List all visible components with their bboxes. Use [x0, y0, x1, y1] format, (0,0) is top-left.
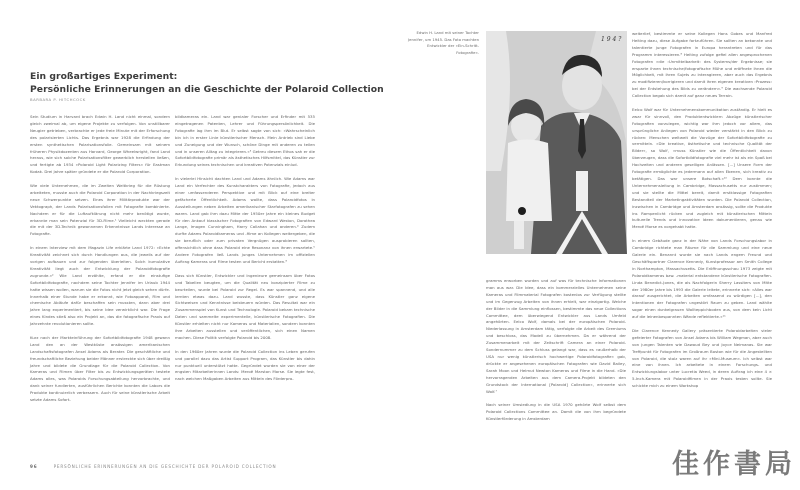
paragraph: Die Clarence Kennedy Gallery präsentierte Polaroidarbeiten vieler gefeierter Fotografen von Ansel Adams bis William Wegman, aber auch von jungen Talenten wie Dawoud Bey und Joyce Neimanas. Sie war Treffpunkt für Fotografen im Großraum Boston wie für die Angestellten von Polaroid, die stolz waren auf ihr »Mini-Museum«. Ich selbst war eine von ihnen. Ich arbeitete in einem Forschungs- und Entwicklungslabor unter Lucretia Weed, in deren Auftrag ich eine 4 × 5-Inch-Kamera mit Polaroidfilmen in der Praxis testen sollte. Sie schickte mich zu einem Workshop — [632, 327, 772, 389]
author-byline: BARBARA P. HITCHCOCK — [30, 97, 86, 102]
title-line-1: Ein großartiges Experiment: — [30, 71, 178, 82]
paragraph: Nach seiner Umsiedlung in die USA 1970 gehörte Wolf selbst dem Polaroid Collections Committee an. Damit die von ihm begründete Künstlerförderung in Amsterdam — [486, 402, 626, 422]
text-column-3 — [486, 278, 626, 430]
page-number: 96 — [30, 464, 38, 469]
paragraph: In einem Gebäude ganz in der Nähe von Lands Forschungslabor in Cambridge richtete man Räume für die Sammlung und eine neue Galerie ein. Benannt wurde sie nach Lands engem Freund und Geschäftspartner Clarence Kennedy, Kunstprofessor am Smith College in Northampton, Massachusetts. Die Eröffnungsschau 1973 zeigte mit Polaroidkameras bzw. -material entstandene künstlerische Fotografien. Linda Benedict-Jones, die als Nachfolgerin Sherry Lassiters von Mitte der 1980er Jahre bis 1993 die Galerie leitete, erinnerte sich: »Alles war darauf ausgerichtet, die Arbeiten umfassend zu würdigen […], den Intentionen der Fotografen ungestört Raum zu geben. Land wählte sogar einen dunkelgrauen Wollteppichboden aus, von dem kein Licht auf die leinenbespannten Wände reflektierte.«¹¹ — [632, 238, 772, 320]
text-column-1 — [30, 114, 170, 411]
photo-image — [486, 31, 627, 254]
paragraph: bildkameras ein. Land war genialer Forscher und Erfinder mit 535 eingetragenen Patenten, Lehrer und Führungspersönlichkeit. Die Fotografie lag ihm im Blut. Er selbst sagte von sich: »Wahrscheinlich bin ich in erster Linie künstlerischer Mensch. Mein Antrieb sind Liebe und Zuneigung und der Wunsch, schöne Dinge mit anderen zu teilen und in unseren Alltag zu integrieren.«³ Getreu diesem Ethos sah er die Sofortbildfotografie primär als ästhetisches Hilfsmittel, das Künstler zur Erkundung seines technischen und kreativen Potenzials einlud. — [175, 114, 315, 168]
photo-caption: Edwin H. Land mit seiner Tochter Jennifer, um 1945. Das Foto machten Entwickler der »Ein-Schritt-Fotografie«. — [408, 30, 479, 55]
paragraph: Dass sich Künstler, Entwickler und Ingenieure gemeinsam über Fotos und Tabellen beugten, um die Qualität neu konzipierter Filme zu beurteilen, wurde bei Polaroid zur Regel. Es war spannend, und alle lernten etwas dazu. Land wusste, dass Künstler ganz eigene Sichtweisen und Kenntnisse beisteuern würden. Das Resultat war ein Zusammenspiel von Kunst und Technologie. Polaroid bekam technische Daten und sammelte experimentelle, künstlerische Fotografien. Die Künstler erhielten nicht nur Kameras und Materialien, sondern konnten ihre Arbeiten ausstellen und veröffentlichen, sich einen Namen machen. Diese Politik verfolgte Polaroid bis 2008. — [175, 272, 315, 340]
svg-text:1 9 4 ?: 1 9 4 ? — [601, 36, 622, 43]
paragraph: Kurz nach der Markteinführung der Sofortbildfotografie 1948 gewann Land den an der Westküste ansässigen amerikanischen Landschaftsfotografen Ansel Adams als Berater. Die geschäftliche und freundschaftliche Beziehung beider Männer erstreckte sich über dreißig Jahre und bildete die Grundlage für die Polaroid Collection. Von Kameras und Filmen über Filter bis zu Entwicklungsgeräten testete Adams alles, was Polaroids Forschungsabteilung hervorbrachte, und dank seiner fundierten, ausführlichen Berichte konnten die Labors die Produkte kontinuierlich verbessern. Auch für seine künstlerische Arbeit setzte Adams Sofort- — [30, 334, 170, 403]
paragraph: Sein Studium in Harvard brach Edwin H. Land nicht einmal, sondern gleich zweimal ab, um eigene Projekte zu verfolgen. Von unstillbarer Neugier getrieben, verbrachte er jede freie Minute mit der Erforschung des polarisierten Lichts. Das Ergebnis war 1928 die Erfindung der ersten synthetischen Polarisationsfolie. Gemeinsam mit seinem früheren Physikdozenten aus Harvard, George Wheelwright, fand Land heraus, wie sich solche Polarisationsfilter gewerblich herstellen ließen, und fertigte ab 1934 »Polaroid Light Polarizing Filters« für Eastman Kodak. Drei Jahre später gründete er die Polaroid Corporation. — [30, 114, 170, 175]
paragraph: In vielerlei Hinsicht dachten Land und Adams ähnlich. Wie Adams war Land ein Verfechter des Kunstcharakters von Fotografie, jedoch aus einer umfassenderen Perspektive und mit Blick auf eine breiter gefächerte Öffentlichkeit. Adams wollte, dass Polaroidfotos in Ausstellungen neben Arbeiten amerikanischer Starfotografen zu sehen waren. Land gab ihm dazu Mitte der 1950er Jahre ein kleines Budget für den Ankauf klassischer Fotografien von Edward Weston, Dorothea Lange, Imogen Cunningham, Harry Callahan und anderen.⁴ Zudem durfte Adams Polaroidkameras und -filme an Kollegen weitergeben, die sie beruflich oder zum privaten Vergnügen ausprobieren sollten, offensichtlich ohne dass Polaroid eine Resonanz von ihnen erwartete.⁵ Andere Fotografen ließ Lands junges Unternehmen im offiziellen Auftrag Kameras und Filme testen und Bericht erstatten.⁶ — [175, 176, 315, 265]
article-title — [30, 70, 384, 96]
paragraph: In den 1960er Jahren wurde die Polaroid Collection ins Leben gerufen und parallel dazu das Artist Support Program, das Künstler bis dahin nur punktuell unterstützt hatte. Gegründet wurden sie von einer der engsten Mitarbeiterinnen Lands: Meroë Marston Morse. Sie legte fest, nach welchen Maßgaben Arbeiten aus Mitteln des Förderpro- — [175, 348, 315, 382]
paragraph: Eelco Wolf war für Unternehmenskommunikation zuständig. Er hielt es zwar für sinnvoll, den Produktentwicklern Abzüge künstlerischer Fotografien vorzulegen, wichtig war ihm jedoch vor allem, das ursprüngliche Anliegen von Polaroid wieder verstärkt in den Blick zu rücken: Menschen weltweit die Vorzüge der Sofortbildfotografie zu vermitteln. »Die kreative, ästhetische und technische Qualität der Bilder«, so Wolf, »muss Künstler wie die Öffentlichkeit davon überzeugen, dass die Sofortbildfotografie viel mehr ist als ein Spaß bei Hochzeiten und anderen geselligen Anlässen. […] Unsere Form der Fotografie ermöglichte es jedermann auf allen Ebenen, sich kreativ zu betätigen. Das war unsere Botschaft.«¹⁰ Dem konnte die Unternehmensleitung in Cambridge, Massachusetts nur zustimmen; und sie stellte die Mittel bereit, damit erstklassige Fotografien Bestandteil der Marketingaktivitäten wurden. Die Polaroid Collection, inzwischen in Cambridge und Amsterdam ansässig, sollte die Produkte ins Rampenlicht rücken und zugleich mit künstlerischen Mitteln kulturelle Trends und innovative Ideen dokumentieren, genau wie Meroë Morse es vorgehabt hatte. — [632, 106, 772, 230]
paragraph: Wie viele Unternehmen, die im Zweiten Weltkrieg für die Rüstung arbeiteten, musste auch die Polaroid Corporation in der Nachkriegszeit neue Schwerpunkte setzen. Eines ihrer Militärprodukte war der Vektograph, der Lands Polarisationsfolien mit Fotografie kombinierte. Nachdem er für die Luftaufklärung nicht mehr benötigt wurde, erkannte man sein Potenzial für 3D-Filme.¹ Vielleicht weckten gerade die mit der 3D-Technik gewonnenen Erkenntnisse Lands Interesse an Fotografie. — [30, 183, 170, 237]
paragraph: In einem Interview mit dem Magazin Life erklärte Land 1972: »Echte Kreativität zeichnet sich durch Handlungen aus, die jeweils auf der vorigen aufbauen und zur folgenden überleiten. Solch kumulative Kreativität liegt auch der Entwicklung der Polaroidfotografie zugrunde.«² Wie Land erzählte, erfand er die einstufige Sofortbildfotografie, nachdem seine Tochter Jennifer im Urlaub 1944 hatte wissen wollen, warum sie die Fotos nicht jetzt gleich sehen dürfe. Innerhalb einer Stunde habe er erkannt, wie Fotoapparat, Film und chemische Abläufe dafür beschaffen sein mussten, dann aber drei Jahre lang experimentiert, bis seine Idee verwirklicht war. Die Frage eines Kindes stieß also ein Projekt an, das die fotografische Praxis auf Jahrzehnte revolutionieren sollte. — [30, 245, 170, 327]
page-footer — [30, 464, 276, 469]
title-line-2: Persönliche Erinnerungen an die Geschichte der Polaroid Collection — [30, 84, 384, 95]
paragraph: gramms erworben wurden und auf was für technische Informationen man aus war. Die Idee, dass ein kommerzielles Unternehmen seine Kameras und Filmmaterial Fotografen kostenlos zur Verfügung stellte und im Gegenzug Arbeiten von ihnen erhielt, war einzigartig. Welche der Bilder in die Sammlung einflossen, bestimmte das neue Collections Committee, dem überwiegend Entwickler aus Lands Umfeld angehörten. Eelco Wolf, damals bei der europäischen Polaroid-Niederlassung in Amsterdam tätig, verfolgte die Arbeit des Gremiums und beschloss, das Modell zu übernehmen. Da er während der Zusammenarbeit mit der Zeitschrift Camera an einer Polaroid-Sondernummer zu dem Schluss gelangt war, dass es »außerhalb der USA nur wenig künstlerisch hochwertige Polaroidfotografie« gab, drückte er angesehenen europäischen Fotografen wie David Bailey, Sarah Moon und Helmut Newton Kameras und Filme in die Hand. »Die hervorragenden Arbeiten aus dem Camera-Projekt bildeten den Grundstock der International [Polaroid] Collection«, erinnerte sich Wolf.⁷ — [486, 278, 626, 394]
text-column-2 — [175, 114, 315, 390]
text-column-4 — [632, 31, 772, 397]
paragraph: weiterlief, bestimmte er seine Kollegen Hans Gobes und Manfred Heiting dazu, diese Aufgabe fortzuführen. Sie sollten an bekannte und talentierte junge Fotografen in Europa herantreten und für das Programm interessieren.⁸ Heiting zufolge gefiel allen angesprochenen Fotografen »die ›Unmittelbarkeit‹ des Systems/der Ergebnisse; sie ersparte ihnen technische/fotografische Mühe und eröffnete ihnen die Möglichkeit, mit ihren Sujets zu interagieren, aber auch das Ergebnis zu modifizieren/korrigieren und damit ihren eigenen kreativen ›Prozess‹ bei der Entstehung des Bilds zu verändern«.⁹ Die wachsende Polaroid Collection begab sich damit auf ganz neues Terrain. — [632, 31, 772, 99]
photo-land-and-daughter — [486, 31, 627, 254]
publisher-watermark: 佳作書局 — [672, 449, 796, 480]
running-head: PERSÖNLICHE ERINNERUNGEN AN DIE GESCHICHTE DER POLAROID COLLECTION — [53, 464, 277, 469]
